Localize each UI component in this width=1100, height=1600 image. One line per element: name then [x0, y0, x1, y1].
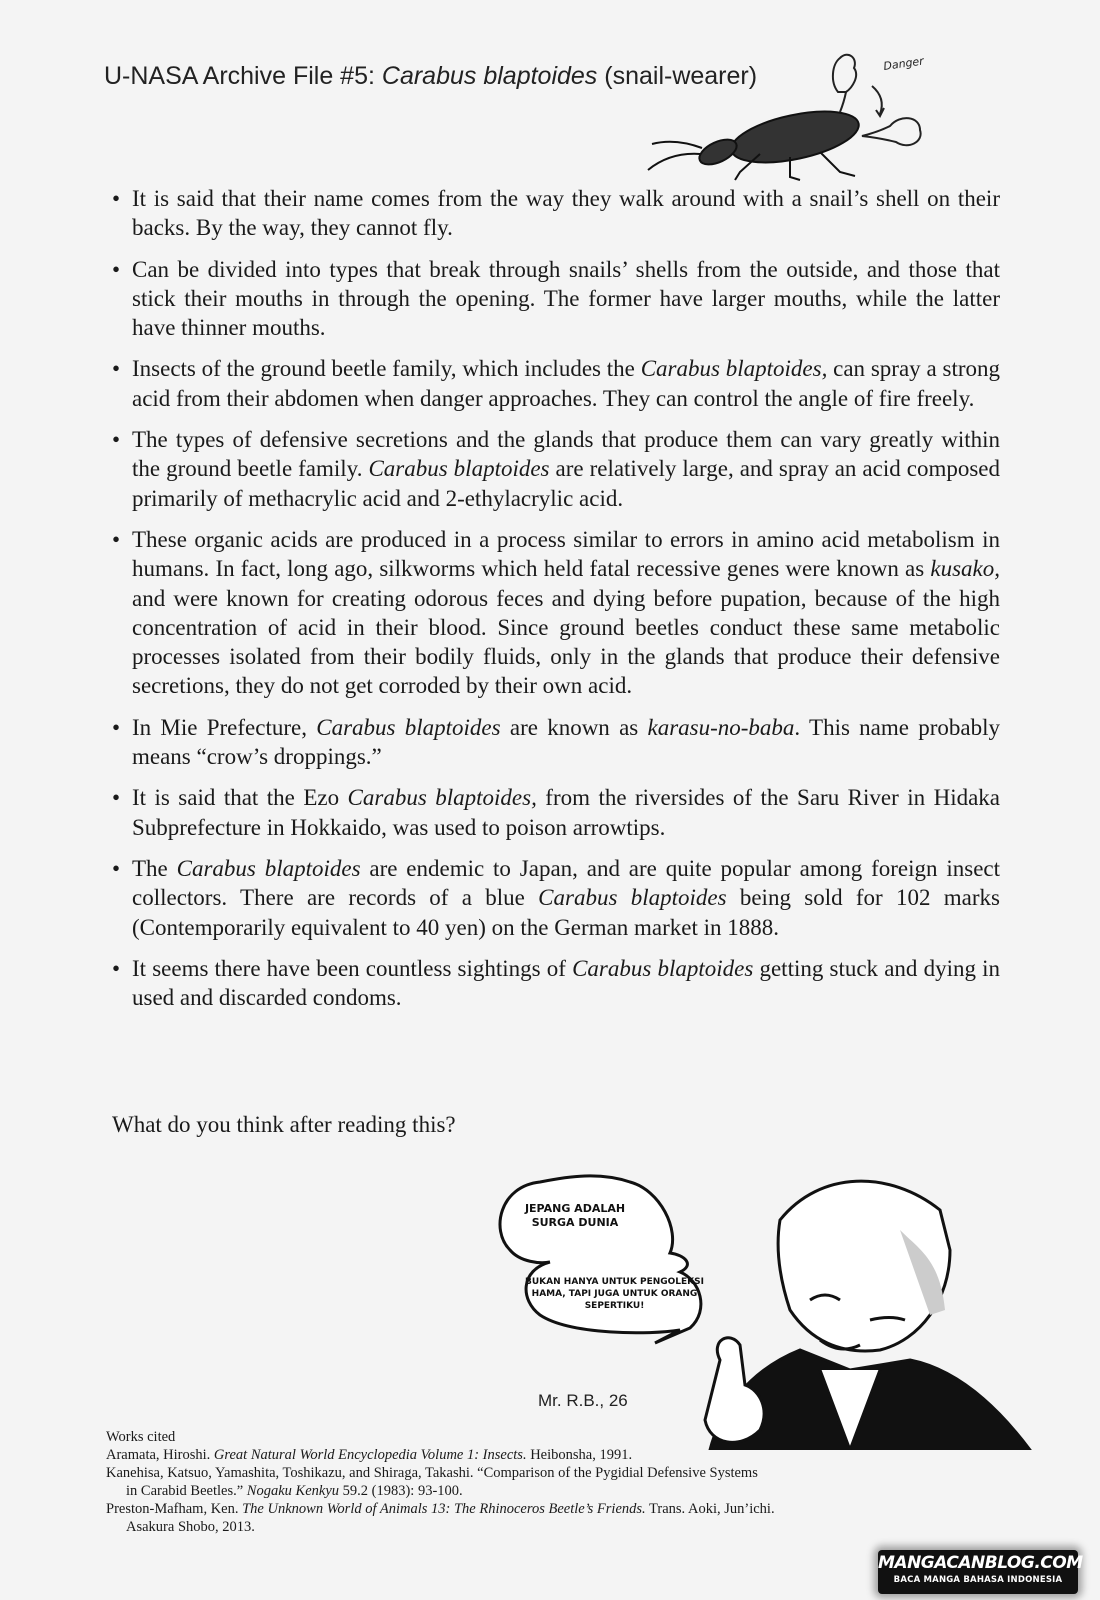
man-thumbs-up-icon [705, 1181, 1030, 1450]
citation-continued: in Carabid Beetles.” Nogaku Kenkyu 59.2 (1983): 93-100. [126, 1483, 463, 1499]
fact-item: • It is said that their name comes from the way they walk around with a snail’s shell on their backs. By the way, they cannot fly. [112, 184, 1000, 243]
fact-list [112, 184, 1000, 1024]
beetle-illustration [640, 42, 940, 182]
works-cited [106, 1428, 866, 1536]
watermark-logo [878, 1550, 1083, 1594]
danger-label: Danger [882, 54, 925, 73]
works-cited-heading: Works cited [106, 1429, 176, 1445]
speech-bubble-1: JEPANG ADALAH SURGA DUNIA [524, 1202, 626, 1229]
fact-item: • It seems there have been countless sightings of Carabus blaptoides getting stuck and dying in used and discarded condoms. [112, 954, 1000, 1013]
fact-item: • Insects of the ground beetle family, which includes the Carabus blaptoides, can spray a strong acid from their abdomen when danger approaches. They can control the angle of fire freely. [112, 354, 1000, 413]
citation: Aramata, Hiroshi. Great Natural World Encyclopedia Volume 1: Insects. Heibonsha, 1991. [106, 1447, 633, 1463]
title-suffix: (snail-wearer) [597, 62, 758, 90]
title-species: Carabus blaptoides [381, 62, 598, 90]
watermark-tagline: BACA MANGA BAHASA INDONESIA [893, 1575, 1063, 1585]
beetle-icon [648, 102, 863, 180]
fact-item: • These organic acids are produced in a process similar to errors in amino acid metabolism in humans. In fact, long ago, silkworms which held fatal recessive genes were known as kusako, and were known for creating odorous feces and dying before pupation, because of the high concentration of acid in their blood. Since ground beetles conduct these same metabolic processes isolated from their bodily fluids, only in the glands that produce their defensive secretions, they do not get corroded by their own acid. [112, 525, 1000, 701]
fact-item: • Can be divided into types that break through snails’ shells from the outside, and those that stick their mouths in through the opening. The former have larger mouths, while the latter have thinner mouths. [112, 255, 1000, 343]
signature: Mr. R.B., 26 [538, 1391, 628, 1410]
speech-bubble-icon [500, 1176, 701, 1343]
fact-item: • It is said that the Ezo Carabus blaptoides, from the riversides of the Saru River in Hidaka Subprefecture in Hokkaido, was used to poison arrowtips. [112, 783, 1000, 842]
question-text: What do you think after reading this? [112, 1112, 456, 1137]
watermark-site: MANGACANBLOG.COM [878, 1553, 1083, 1573]
citation-continued: Asakura Shobo, 2013. [126, 1519, 255, 1535]
speech-bubble-2: BUKAN HANYA UNTUK PENGOLEKSI HAMA, TAPI JUGA UNTUK ORANG SEPERTIKU! [525, 1277, 704, 1311]
fact-item: • The types of defensive secretions and the glands that produce them can vary greatly within the ground beetle family. Carabus blaptoides are relatively large, and spray an acid composed primarily of methacrylic acid and 2-ethylacrylic acid. [112, 425, 1000, 513]
title-prefix: U-NASA Archive File #5: [104, 62, 382, 90]
fact-item: • In Mie Prefecture, Carabus blaptoides are known as karasu-no-baba. This name probably means “crow’s droppings.” [112, 713, 1000, 772]
citation: Kanehisa, Katsuo, Yamashita, Toshikazu, and Shiraga, Takashi. “Comparison of the Pygidial Defensive Systems [106, 1465, 758, 1481]
citation: Preston-Mafham, Ken. The Unknown World of Animals 13: The Rhinoceros Beetle’s Friends. Trans. Aoki, Jun’ichi. [106, 1501, 775, 1517]
fact-item: • The Carabus blaptoides are endemic to Japan, and are quite popular among foreign insect collectors. There are records of a blue Carabus blaptoides being sold for 102 marks (Contemporarily equivalent to 40 yen) on the German market in 1888. [112, 854, 1000, 942]
